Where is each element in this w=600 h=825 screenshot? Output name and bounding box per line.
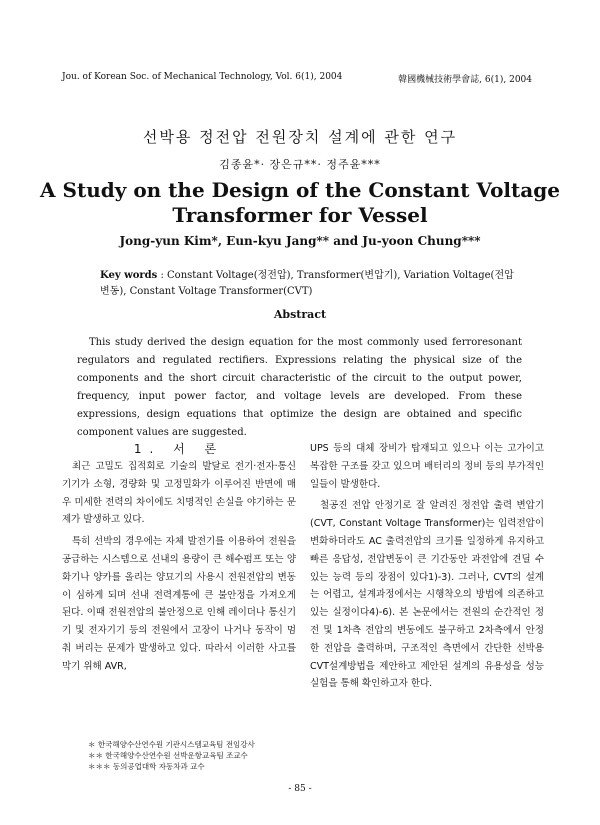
- keywords: [100, 268, 520, 300]
- korean-authors: 김종윤*· 장은규**· 정주윤***: [219, 158, 381, 171]
- left-column: [62, 458, 296, 680]
- page-number: - 85 -: [288, 784, 312, 794]
- english-title: [0, 178, 600, 228]
- abstract-heading: Abstract: [273, 308, 327, 321]
- left-paragraph: 최근 고밀도 집적회로 기술의 발달로 전기·전자·통신 기기가 소형, 경량화 및 고정밀화가 이루어진 반면에 매우 미세한 전력의 차이에도 치명적인 손실을 야기하는 문제가 발생하고 있다.: [62, 461, 296, 526]
- right-paragraph: UPS 등의 대체 장비가 탑재되고 있으나 이는 고가이고 복잡한 구조를 갖고 있으며 배터리의 정비 등의 부가적인 일들이 발생한다.: [310, 443, 544, 490]
- footnote: ＊＊＊ 동의공업대학 자동차과 교수: [88, 762, 205, 771]
- keywords-text: : Constant Voltage(정전압), Transformer(변압기), Variation Voltage(전압변동), Constant Voltage Transformer(CVT): [100, 270, 514, 297]
- abstract-body: This study derived the design equation for the most commonly used ferroresonant regulators and regulated rectifiers. Expressions relating the physical size of the components and the short circuit characteristic of the circuit to the output power, frequency, input power factor, and voltage levels are developed. From these expressions, design equations that optimize the design are obtained and specific component values are suggested.: [77, 337, 522, 438]
- keywords-label: Key words: [100, 270, 158, 281]
- footnote: ＊ 한국해양수산연수원 기관시스템교육팀 전임강사: [88, 740, 255, 749]
- author-affiliations: [88, 739, 255, 772]
- journal-header-left: Jou. of Korean Soc. of Mechanical Technology, Vol. 6(1), 2004: [62, 72, 343, 82]
- footnote: ＊＊ 한국해양수산연수원 선박운항교육팀 조교수: [88, 751, 248, 760]
- english-title-line1: A Study on the Design of the Constant Voltage: [40, 178, 560, 202]
- english-title-line2: Transformer for Vessel: [172, 203, 428, 227]
- english-authors: Jong-yun Kim*, Eun-kyu Jang** and Ju-yoon Chung***: [119, 234, 481, 248]
- korean-title: 선박용 정전압 전원장치 설계에 관한 연구: [142, 128, 458, 146]
- section-heading-introduction: 1. 서 론: [133, 442, 225, 456]
- left-paragraph: 특히 선박의 경우에는 자체 발전기를 이용하여 전원을 공급하는 시스템으로 선내의 용량이 큰 해수펌프 또는 양화기나 양카를 올리는 양묘기의 사용시 전원전압의 변동이 심하게 되며 선내 전력계통에 큰 불안정을 가져오게 된다. 이때 전원전압의 불안정으로 인해 레이더나 통신기기 및 전자기기 등의 전원에서 고장이 나거나 동작이 멈춰 버리는 문제가 발생하고 있다. 따라서 이러한 사고를 막기 위해 AVR,: [62, 536, 296, 672]
- right-paragraph: 철공진 전압 안정기로 잘 알려진 정전압 출력 변압기 (CVT, Constant Voltage Transformer)는 입력전압이 변화하더라도 AC 출력전압의 크기를 일정하게 유지하고 빠른 응답성, 전압변동이 큰 기간동안 과전압에 견딜 수 있는 능력 등의 장점이 있다1)-3). 그러나, CVT의 설계는 어렵고, 설계과정에서는 시행착오의 방법에 의존하고 있는 실정이다4)-6). 본 논문에서는 전원의 순간적인 정전 및 1차측 전압의 변동에도 불구하고 2차측에서 안정한 전압을 출력하며, 구조적인 측면에서 간단한 선박용 CVT설계방법을 제안하고 제안된 설계의 유용성을 성능실험을 통해 확인하고자 한다.: [310, 500, 544, 690]
- right-column: [310, 440, 544, 697]
- journal-header-right: 韓國機械技術學會誌, 6(1), 2004: [398, 75, 532, 85]
